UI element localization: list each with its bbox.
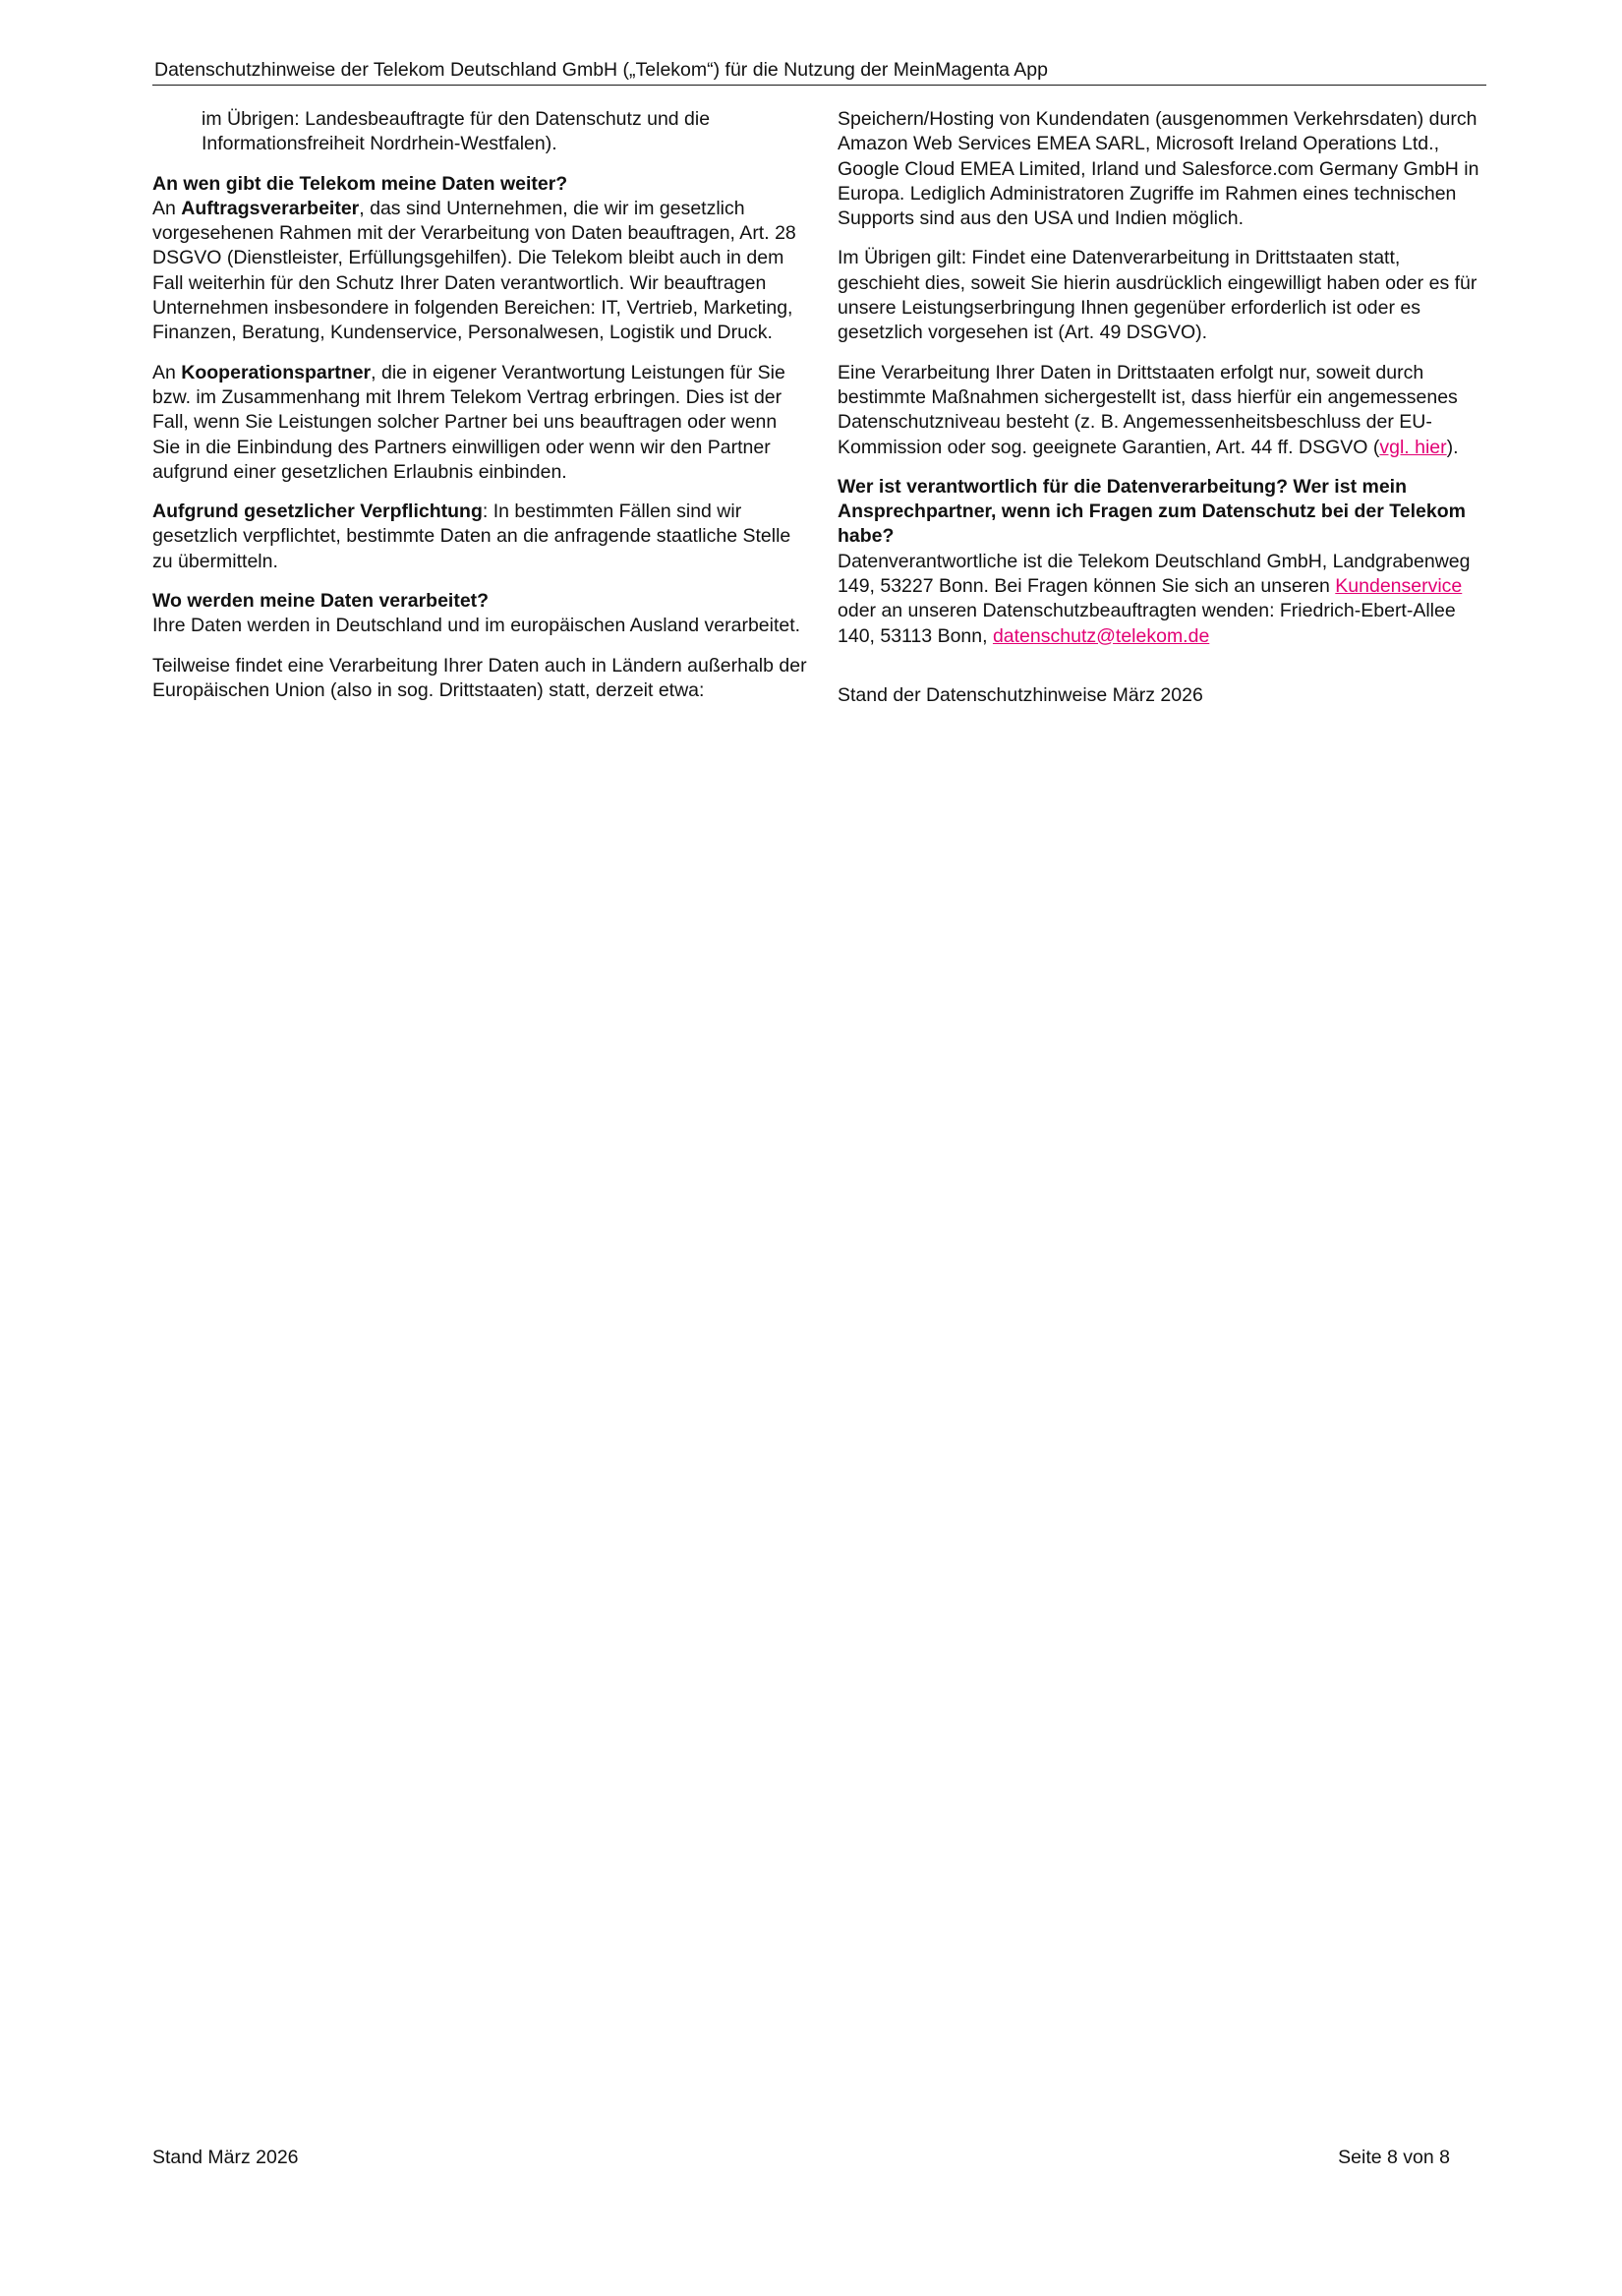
section-controller	[838, 475, 1486, 649]
paragraph-hosting: Speichern/Hosting von Kundendaten (ausgenommen Verkehrsdaten) durch Amazon Web Services EMEA SARL, Microsoft Ireland Operations Ltd., Google Cloud EMEA Limited, Irland und Salesforce.com Germany GmbH in Europa. Lediglich Administratoren Zugriffe im Rahmen eines technischen Supports sind aus den USA und Indien möglich.	[838, 108, 1479, 230]
text-fragment: An	[152, 361, 182, 383]
section-heading-data-recipients: An wen gibt die Telekom meine Daten weiter?	[152, 172, 568, 195]
text-fragment: , das sind Unternehmen, die wir im gesetzlich vorgesehenen Rahmen mit der Verarbeitung von Daten beauftragen, Art. 28 DSGVO (Dienstleister, Erfüllungsgehilfen). Die Telekom bleibt auch in dem Fall weiterhin für den Schutz Ihrer Daten verantwortlich. Wir beauftragen Unternehmen insbesondere in folgenden Bereichen: IT, Vertrieb, Marketing, Finanzen, Beratung, Kundenservice, Personalwesen, Logistik und Druck.	[152, 197, 796, 344]
text-fragment: An	[152, 197, 182, 219]
footer-page-number: Seite 8 von 8	[1338, 2147, 1450, 2168]
right-column	[838, 107, 1486, 723]
paragraph-legal-obligation	[152, 500, 809, 574]
text-fragment: oder an unseren Datenschutzbeauftragten wenden: Friedrich-Ebert-Allee 140, 53113 Bonn,	[838, 600, 1456, 647]
left-column	[152, 107, 809, 718]
section-data-recipients	[152, 172, 809, 346]
supervisory-authority-continuation: im Übrigen: Landesbeauftragte für den Datenschutz und die Informationsfreiheit Nordrhein-Westfalen).	[202, 108, 711, 155]
bold-term-cooperation-partners: Kooperationspartner	[181, 361, 372, 383]
text-fragment: , die in eigener Verantwortung Leistungen für Sie bzw. im Zusammenhang mit Ihrem Telekom Vertrag erbringen. Dies ist der Fall, wenn Sie Leistungen solcher Partner bei uns beauftragen oder wenn Sie in die Einbindung des Partners einwilligen oder wenn wir den Partner aufgrund einer gesetzlichen Erlaubnis einbinden.	[152, 361, 785, 483]
paragraph-third-countries: Teilweise findet eine Verarbeitung Ihrer Daten auch in Ländern außerhalb der Europäischen Union (also in sog. Drittstaaten) statt, derzeit etwa:	[152, 654, 807, 701]
link-vgl-hier[interactable]: vgl. hier	[1379, 436, 1447, 458]
paragraph-cooperation-partners	[152, 361, 809, 485]
bold-term-processors: Auftragsverarbeiter	[181, 197, 360, 219]
text-fragment: Ihre Daten werden in Deutschland und im europäischen Ausland verarbeitet.	[152, 615, 801, 637]
text-fragment: Datenverantwortliche ist die Telekom Deutschland GmbH, Landgrabenweg 149, 53227 Bonn. Bei Fragen können Sie sich an unseren	[838, 550, 1471, 598]
paragraph-adequacy	[838, 361, 1486, 460]
text-fragment: : In bestimmten Fällen sind wir gesetzlich verpflichtet, bestimmte Daten an die anfragende staatliche Stelle zu übermitteln.	[152, 500, 791, 572]
link-datenschutz-email[interactable]: datenschutz@telekom.de	[992, 624, 1210, 647]
privacy-notice-date: Stand der Datenschutzhinweise März 2026	[838, 683, 1203, 706]
footer-date: Stand März 2026	[152, 2147, 299, 2168]
section-heading-data-location: Wo werden meine Daten verarbeitet?	[152, 590, 490, 613]
text-fragment: ).	[1446, 436, 1459, 458]
paragraph-third-country-consent: Im Übrigen gilt: Findet eine Datenverarbeitung in Drittstaaten statt, geschieht dies, soweit Sie hierin ausdrücklich eingewilligt haben oder es für unsere Leistungserbringung Ihnen gegenüber erforderlich ist oder es gesetzlich vorgesehen ist (Art. 49 DSGVO).	[838, 247, 1477, 344]
header-title: Datenschutzhinweise der Telekom Deutschland GmbH („Telekom“) für die Nutzung der MeinMagenta App	[154, 59, 1048, 81]
page-header	[152, 55, 1486, 86]
text-fragment: Eine Verarbeitung Ihrer Daten in Drittstaaten erfolgt nur, soweit durch bestimmte Maßnahmen sichergestellt ist, dass hierfür ein angemessenes Datenschutzniveau besteht (z. B. Angemessenheitsbeschluss der EU-Kommission oder sog. geeignete Garantien, Art. 44 ff. DSGVO (	[838, 361, 1458, 458]
section-heading-controller: Wer ist verantwortlich für die Datenverarbeitung? Wer ist mein Ansprechpartner, wenn ich Fragen zum Datenschutz bei der Telekom habe?	[838, 475, 1466, 548]
section-data-location	[152, 589, 809, 639]
bold-term-legal-obligation: Aufgrund gesetzlicher Verpflichtung	[152, 500, 483, 523]
link-kundenservice[interactable]: Kundenservice	[1335, 575, 1463, 598]
